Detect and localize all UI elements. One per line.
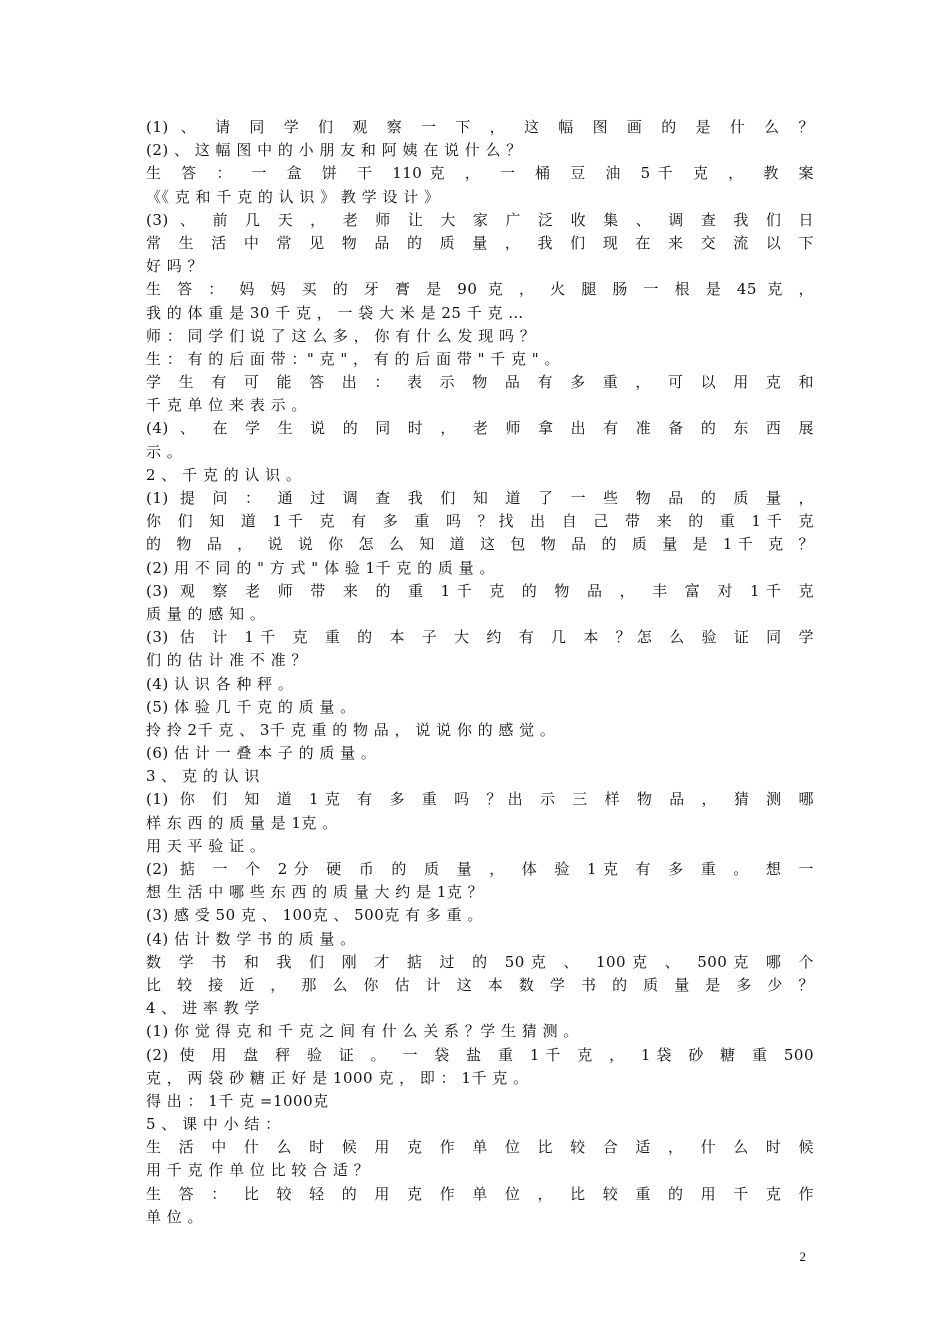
text-line: 生 答 ： 一 盒 饼 干 110克 ， 一 桶 豆 油 5千 克 ， 教 案 — [146, 164, 814, 183]
text-line: 数 学 书 和 我 们 刚 才 掂 过 的 50克 、 100克 、 500克 哪 个 — [146, 952, 814, 971]
text-line: 学 生 有 可 能 答 出 ： 表 示 物 品 有 多 重 ， 可 以 用 克 和 — [146, 373, 814, 392]
text-line: 生 答 ： 比 较 轻 的 用 克 作 单 位 ， 比 较 重 的 用 千 克 作 — [146, 1184, 814, 1203]
text-line: 拎 拎 2千 克 、 3千 克 重 的 物 品 ， 说 说 你 的 感 觉 。 — [146, 720, 556, 739]
section-heading: 3 、 克 的 认 识 — [146, 767, 260, 786]
text-line: 师 ： 同 学 们 说 了 这 么 多 ， 你 有 什 么 发 现 吗 ？ — [146, 326, 536, 345]
text-line: (3) 估 计 1千 克 重 的 本 子 大 约 有 几 本 ？怎 么 验 证 同 学 — [146, 628, 814, 647]
text-line: (1) 、 请 同 学 们 观 察 一 下 ， 这 幅 图 画 的 是 什 么 ？ — [146, 118, 814, 136]
section-heading: 5 、 课 中 小 结 ： — [146, 1115, 281, 1134]
text-line: 得 出 ： 1千 克 =1000克 — [146, 1091, 329, 1110]
text-line: 们 的 估 计 准 不 准 ？ — [146, 651, 307, 670]
text-line: 好 吗 ？ — [146, 257, 204, 276]
text-line: 质 量 的 感 知 。 — [146, 604, 266, 623]
text-line: 想 生 活 中 哪 些 东 西 的 质 量 大 约 是 1克 ？ — [146, 883, 484, 902]
text-line: 样 东 西 的 质 量 是 1克 。 — [146, 813, 338, 832]
text-line: (6) 估 计 一 叠 本 子 的 质 量 。 — [146, 744, 377, 763]
text-line: 千 克 单 位 来 表 示 。 — [146, 396, 307, 415]
text-line: 单 位 。 — [146, 1207, 204, 1226]
text-line: (3) 观 察 老 师 带 来 的 重 1千 克 的 物 品 ， 丰 富 对 1千 克 — [146, 581, 814, 600]
text-line: 你 们 知 道 1千 克 有 多 重 吗 ？找 出 自 己 带 来 的 重 1千 克 — [146, 512, 814, 531]
text-line: 《《 克 和 千 克 的 认 识 》 教 学 设 计 》 — [146, 187, 440, 206]
text-line: (1) 你 觉 得 克 和 千 克 之 间 有 什 么 关 系 ？学 生 猜 测 。 — [146, 1022, 579, 1041]
text-line: 生 ： 有 的 后 面 带 ：" 克 " ， 有 的 后 面 带 " 千 克 " 。 — [146, 349, 560, 368]
text-line: 的 物 品 ， 说 说 你 怎 么 知 道 这 包 物 品 的 质 量 是 1千 克 ？ — [146, 535, 814, 554]
text-line: (5) 体 验 几 千 克 的 质 量 。 — [146, 697, 356, 716]
page-number: 2 — [799, 1249, 806, 1264]
section-heading: 2 、 千 克 的 认 识 。 — [146, 465, 302, 484]
text-line: 用 天 平 验 证 。 — [146, 836, 266, 855]
text-line: (3) 感 受 50 克 、 100克 、 500克 有 多 重 。 — [146, 906, 483, 925]
text-line: (4) 、 在 学 生 说 的 同 时 ， 老 师 拿 出 有 准 备 的 东 西 展 — [146, 419, 814, 438]
text-line: 生 答 ： 妈 妈 买 的 牙 膏 是 90 克 ， 火 腿 肠 一 根 是 45 克 ， — [146, 280, 814, 299]
text-line: 常 生 活 中 常 见 物 品 的 质 量 ， 我 们 现 在 来 交 流 以 下 — [146, 233, 814, 252]
section-heading: 4 、 进 率 教 学 — [146, 999, 260, 1018]
text-line: (2) 、 这 幅 图 中 的 小 朋 友 和 阿 姨 在 说 什 么 ？ — [146, 141, 522, 160]
text-line: 示 。 — [146, 442, 183, 461]
text-line: (2) 使 用 盘 秤 验 证 。 一 袋 盐 重 1千 克 ， 1袋 砂 糖 重 500 — [146, 1045, 814, 1064]
text-line: (3) 、 前 几 天 ， 老 师 让 大 家 广 泛 收 集 、 调 查 我 们 日 — [146, 210, 814, 229]
text-line: 克 ， 两 袋 砂 糖 正 好 是 1000 克 ， 即 ： 1千 克 。 — [146, 1068, 529, 1087]
text-line: (1) 你 们 知 道 1克 有 多 重 吗 ？出 示 三 样 物 品 ， 猜 测 哪 — [146, 790, 814, 809]
text-line: 用 千 克 作 单 位 比 较 合 适 ？ — [146, 1161, 370, 1180]
text-line: 生 活 中 什 么 时 候 用 克 作 单 位 比 较 合 适 ， 什 么 时 候 — [146, 1138, 814, 1157]
text-line: (2) 掂 一 个 2分 硬 币 的 质 量 ， 体 验 1克 有 多 重 。 想 一 — [146, 860, 814, 878]
text-line: (2) 用 不 同 的 " 方 式 " 体 验 1千 克 的 质 量 。 — [146, 558, 495, 577]
text-line: (1) 提 问 ： 通 过 调 查 我 们 知 道 了 一 些 物 品 的 质 量 ， — [146, 489, 814, 507]
text-line: 比 较 接 近 ， 那 么 你 估 计 这 本 数 学 书 的 质 量 是 多 少 ？ — [146, 975, 814, 994]
text-line: 我 的 体 重 是 30 千 克 ， 一 袋 大 米 是 25 千 克 … — [146, 303, 524, 322]
text-line: (4) 估 计 数 学 书 的 质 量 。 — [146, 929, 356, 948]
text-line: (4) 认 识 各 种 秤 。 — [146, 674, 294, 693]
document-body — [146, 116, 814, 1229]
